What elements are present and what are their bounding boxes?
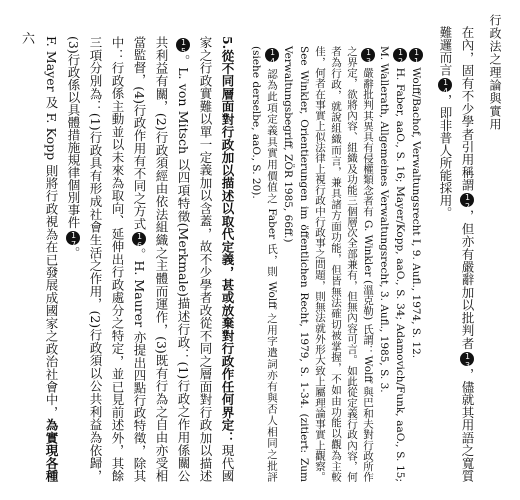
section-text: 。H. Maurer 亦提出四點行政特徵，除其中：行政係主動並以未來為取向、延伸出行政處分之特定，並已見前述外，其餘三項分別為：(1)行政具有形成社會生活之作用，(2)行政須以公共利益為依歸，(3)行政係以具體措施規律個別事件 [66,36,147,482]
footnote-ref: 16 [132,232,146,246]
footnote-number: 11 [409,48,423,62]
footnote-ref: 15 [176,38,190,52]
footnote-text: H. Faber, aaO., S. 16; Mayer/Kopp, aaO., S. 34; Adamovich/Funk, aaO., S. 15; M. Wallerath, Allgemeines Verwaltungsrecht, 3. Aufl., 1985, S. 3. [378,46,406,482]
footnote-number: 14 [265,48,279,62]
section-5-continued [38,26,62,482]
footnote-11 [408,26,424,482]
paragraph-text: ，即非普人所能採用。 [438,94,453,219]
footnote-number: 13 [361,48,375,62]
footnote-text: Wolff/Bachof, Verwaltungsrecht I, 9. Aufl., 1974, S. 12. [410,67,422,359]
footnote-ref: 14 [438,78,452,92]
footnote-ref: 13 [460,352,474,366]
running-header: 行政法之理論與實用 [488,14,502,131]
paragraph-text: 在內，固有不少學者引用稱謂 [460,26,475,192]
page-body [38,26,478,482]
section-text: 。L. von Mitsch 以四項特徵(Merkmale)描述行政：(1)行政之作用係關公共利益有關，(2)行政須經由依法組織之主體而運作，(3)既有行為之自由亦受相當監督，(4)行政作用有不同之方式 [132,36,191,482]
paragraph-text: ，儘就其用語之寬質難邏而言 [438,26,475,482]
footnote-text: 嚴辭批判其異具有侵權類念者有 G. Winkler (溫克勒) 氏謂：Wolff 與巴和夫對行政所作之界定，欲將內容、組織及功能三個層次全部兼有，但無內容可言。如此從定義行政內容，何者為行政，就說組織而言，兼具諸方面功能，但皆無法確切被掌握，不如由功能以觀為主較佳，何者在事實上似法律上視行政中行政事之問題，則無法就外形大致上屬理論事實上觀察。See Winkler, Orientierungen im öffentlichen Recht, 1979, S. 1-34. (zitiert: Zum Verwaltungsbegriff, ZÖR 1985, 66ff.) [282,46,374,482]
emphasis-text: 為實現各種 [44,418,59,482]
footnote-text: 認為此項定義具實用價值之 Faber 氏，則 Wolff 之用字遣詞亦有與否人相同之批評 (siehe derselbe, aaO., S. 20). [250,46,278,482]
footnote-ref: 12 [460,193,474,207]
footnote-12 [376,26,408,482]
footnote-number: 12 [393,48,407,62]
section-text: 現代國家之行政實難以單一定義加以含蓋，故不少學者改從不同之層面對行政加以描述 [198,36,235,482]
page-number: 六 [22,32,36,47]
footnote-13 [280,26,376,482]
section-heading: 5.從不同層面對行政加以描述以取代定義，甚或放棄對行政作任何界定： [220,36,235,445]
footnote-ref: 17 [66,231,80,245]
paragraph-text: ，但亦有嚴辭加以批判者 [460,209,475,350]
section-5 [62,26,238,482]
footnote-14 [248,26,280,482]
section-text: 。 [66,246,81,260]
section-text: F. Mayer 及 F. Kopp 則將行政視為在已發展成國家之政治社會中， [44,36,59,419]
intro-paragraph [434,26,478,482]
